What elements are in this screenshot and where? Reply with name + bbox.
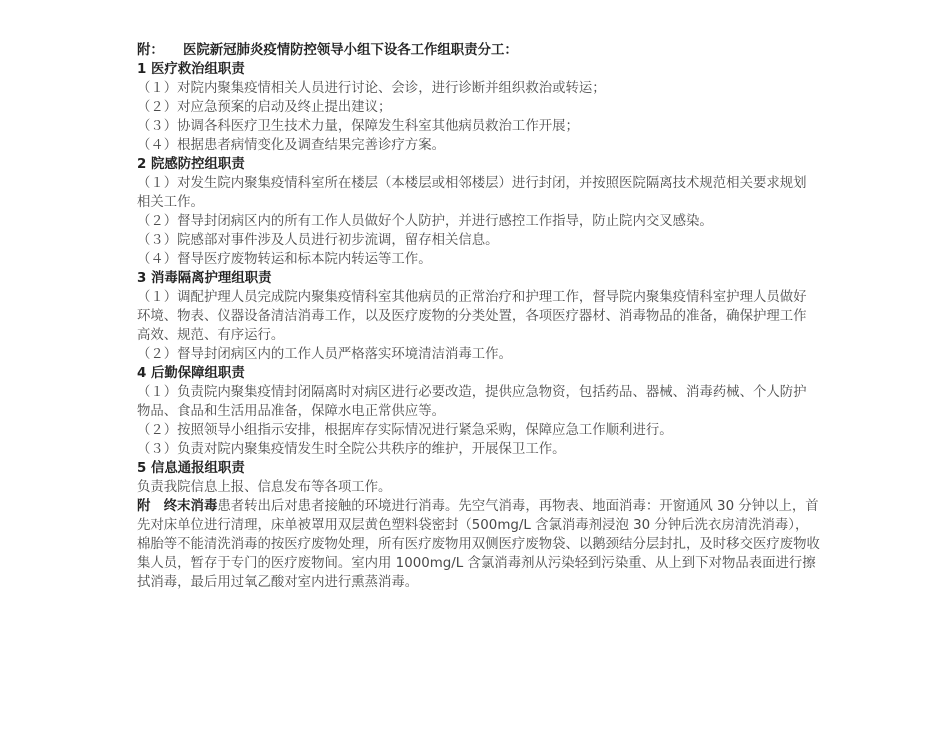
- list-item: （１）调配护理人员完成院内聚集疫情科室其他病员的正常治疗和护理工作，督导院内聚集疫情科室护理人员做好环境、物表、仪器设备清洁消毒工作，以及医疗废物的分类处置，各项医疗器材、消毒物品的准备，确保护理工作高效、规范、有序运行。: [137, 290, 807, 343]
- appendix-text: 患者转出后对患者接触的环境进行消毒。先空气消毒，再物表、地面消毒：开窗通风 30 分钟以上，首先对床单位进行清理，床单被罩用双层黄色塑料袋密封（500mg/L 含氯消毒剂浸泡 30 分钟后洗衣房清洗消毒），棉胎等不能清洗消毒的按医疗废物处理，所有医疗废物用双侧医疗废物袋、以鹅颈结分层封扎，及时移交医疗废物收集人员，暂存于专门的医疗废物间。室内用 1000mg/L 含氯消毒剂从污染轻到污染重、从上到下对物品表面进行擦拭消毒，最后用过氧乙酸对室内进行熏蒸消毒。: [137, 499, 820, 590]
- list-item: （２）督导封闭病区内的工作人员严格落实环境清洁消毒工作。: [137, 347, 512, 362]
- document-body: [137, 41, 827, 592]
- list-item: （３）负责对院内聚集疫情发生时全院公共秩序的维护，开展保卫工作。: [137, 442, 566, 457]
- appendix-paragraph: [137, 497, 821, 592]
- section-heading-medical-treatment: 1 医疗救治组职责: [137, 62, 245, 77]
- list-item: 负责我院信息上报、信息发布等各项工作。: [137, 480, 392, 495]
- section-heading-logistics: 4 后勤保障组职责: [137, 366, 245, 381]
- list-item: （４）根据患者病情变化及调查结果完善诊疗方案。: [137, 138, 445, 153]
- section-heading-infection-control: 2 院感防控组职责: [137, 157, 245, 172]
- section-heading-information: 5 信息通报组职责: [137, 461, 245, 476]
- list-item: （１）对院内聚集疫情相关人员进行讨论、会诊，进行诊断并组织救治或转运；: [137, 81, 606, 96]
- title-text: 医院新冠肺炎疫情防控领导小组下设各工作组职责分工：: [183, 43, 518, 58]
- appendix-label: 附 终末消毒: [137, 499, 218, 514]
- document-title: [137, 41, 827, 60]
- list-item: （４）督导医疗废物转运和标本院内转运等工作。: [137, 252, 432, 267]
- list-item: （２）督导封闭病区内的所有工作人员做好个人防护，并进行感控工作指导，防止院内交叉感染。: [137, 214, 713, 229]
- list-item: （２）对应急预案的启动及终止提出建议；: [137, 100, 392, 115]
- list-item: （３）院感部对事件涉及人员进行初步流调，留存相关信息。: [137, 233, 499, 248]
- list-item: （１）负责院内聚集疫情封闭隔离时对病区进行必要改造，提供应急物资，包括药品、器械、消毒药械、个人防护物品、食品和生活用品准备，保障水电正常供应等。: [137, 385, 807, 419]
- section-heading-disinfection-nursing: 3 消毒隔离护理组职责: [137, 271, 272, 286]
- list-item: （１）对发生院内聚集疫情科室所在楼层（本楼层或相邻楼层）进行封闭，并按照医院隔离技术规范相关要求规划相关工作。: [137, 176, 807, 210]
- list-item: （３）协调各科医疗卫生技术力量，保障发生科室其他病员救治工作开展；: [137, 119, 579, 134]
- title-prefix: 附：: [137, 43, 164, 58]
- list-item: （２）按照领导小组指示安排，根据库存实际情况进行紧急采购，保障应急工作顺利进行。: [137, 423, 673, 438]
